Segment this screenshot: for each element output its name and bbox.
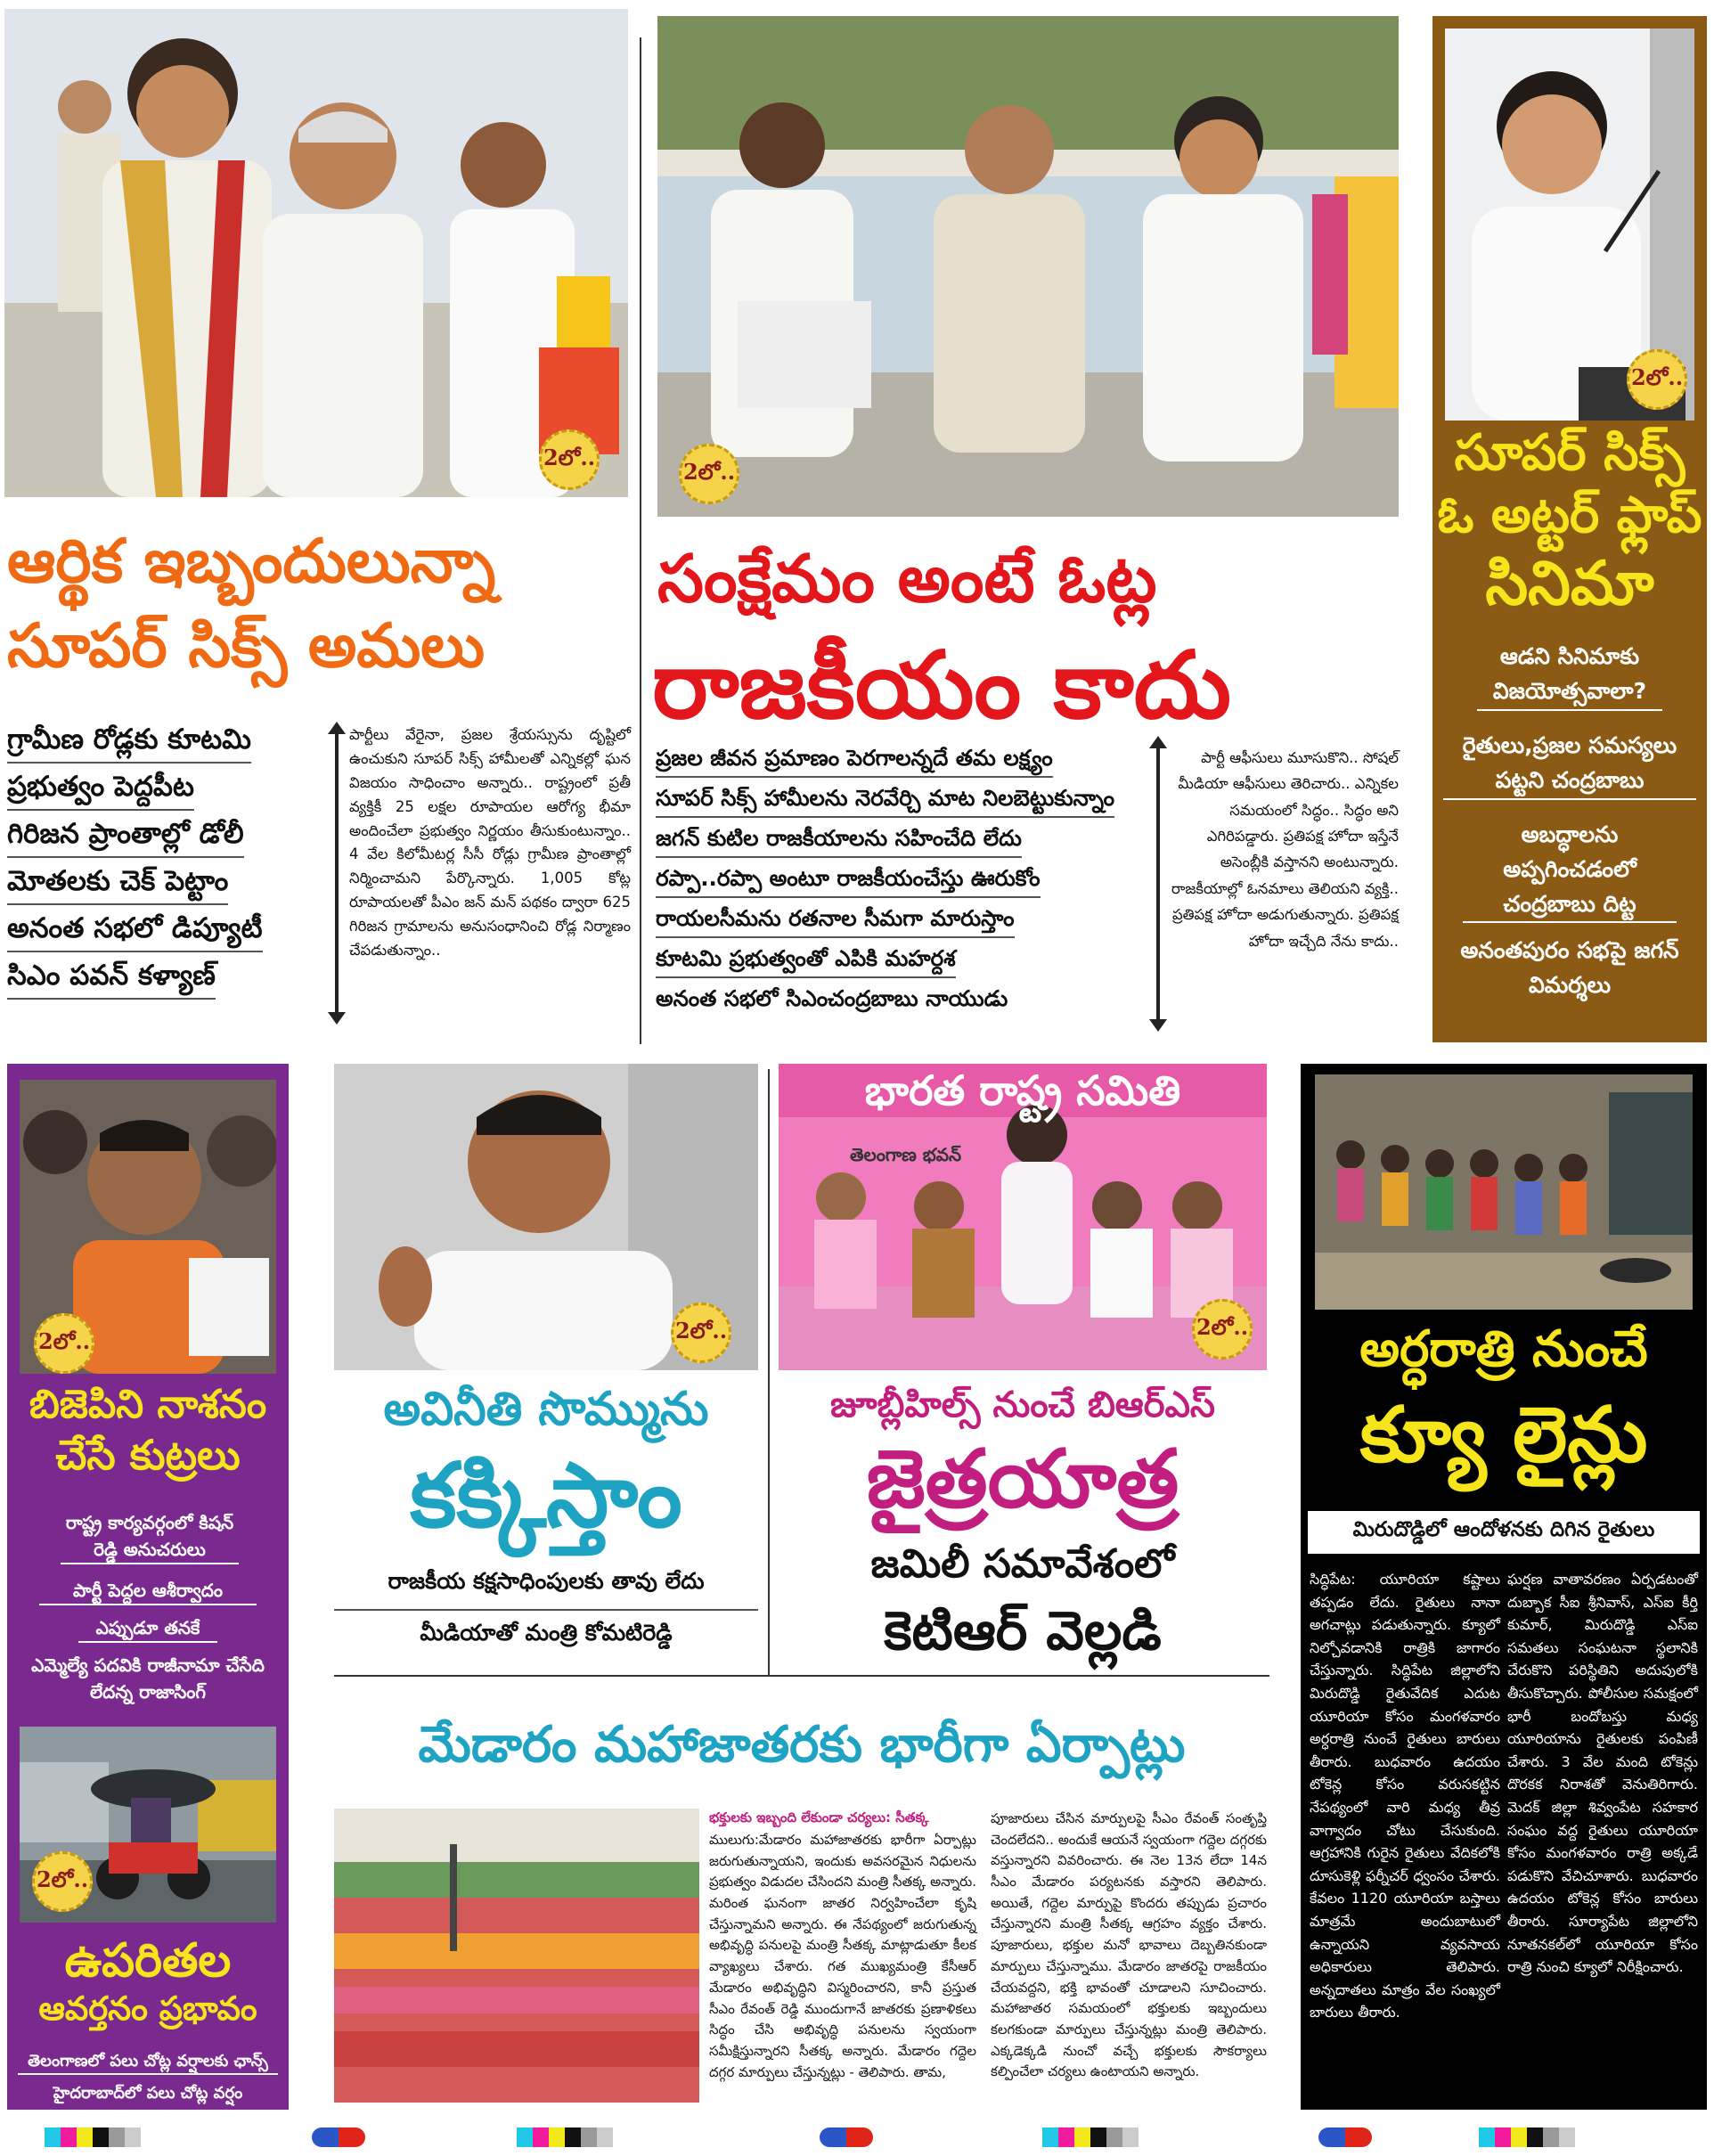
bullet-item: ప్రజల జీవన ప్రమాణం పెరగాలన్నదే తమ లక్ష్యం [656, 745, 1053, 778]
continued-badge: 2లో.. [1192, 1299, 1253, 1360]
ktr-stage-text: తెలంగాణ భవన్ [850, 1144, 962, 1165]
medaram-headline: మేడారం మహాజాతరకు భారీగా ఏర్పాట్లు [418, 1716, 1186, 1774]
bullet-item: సూపర్ సిక్స్ హామీలను నెరవేర్చి మాట నిలబెట్టుకున్నాం [656, 785, 1114, 818]
naidu-bullet-list [656, 745, 1155, 1024]
medaram-kicker: భక్తులకు ఇబ్బంది లేకుండా చర్యలు: సీతక్క [709, 1809, 929, 1825]
bullet-item: సిఎం పవన్ కళ్యాణ్ [7, 960, 216, 1000]
ktr-headline-line2: జైత్రయాత్ర [866, 1433, 1179, 1526]
rajasingh-subhead-4: ఎమ్మెల్యే పదవికి రాజీనామా చేసేది లేదన్న రాజాసింగ్ [31, 1654, 265, 1703]
medaram-body-right: పూజారులు చేసిన మార్పులపై సీఎం రేవంత్ సంతృప్తి చెందలేదని.. అందుకే ఆయనే స్వయంగా గద్దెల దగ్గరకు వస్తున్నారని వివరించారు. ఈ నెల 13న లేదా 14న సీఎం మేడారం పర్యటనకు వస్తారని తెలిపారు. అయితే, గద్దెల మార్పుపై కొందరు తప్పుడు ప్రచారం చేస్తున్నారని మంత్రి సీతక్క ఆగ్రహం వ్యక్తం చేశారు. పూజారులు, భక్తుల మనో భావాలు దెబ్బతినకుండా మార్పులు చేస్తున్నాము. మేడారం జాతరపై రాజకీయం చేయవద్దని, భక్తి భావంతో చూడాలని సూచించారు. మహాజాతర సమయంలో భక్తులకు ఇబ్బందులు కలగకుండా మార్పులు చేస్తున్నట్లు మంత్రి తెలిపారు. ఎక్కడెక్కడి నుంచో వచ్చే భక్తులకు సౌకర్యాలు కల్పించేలా చర్యలు ఉంటాయని అన్నారు. [991, 1810, 1267, 2080]
komati-headline-line2: కక్కిస్తాం [410, 1443, 682, 1548]
queue-body-left: సిద్ధిపేట: యూరియా కష్టాలు తప్పడం లేదు. రైతులు నానా అగచాట్లు పడుతున్నారు. క్యూలో నిల్చోవడానికి రాత్రికి జాగారం చేస్తున్నారు. సిద్ధిపేట జిల్లాలోని మిరుదొడ్డి రైతువేదిక ఎదుట యూరియా కోసం మంగళవారం అర్ధరాత్రి నుంచే రైతులు బారులు తీరారు. బుధవారం ఉదయం టోకెన్ల కోసం వరుసకట్టిన నేపథ్యంలో వారి మధ్య తీవ్ర వాగ్వాదం చోటు చేసుకుంది. ఆగ్రహానికి గురైన రైతులు వేదికలోకి దూసుకెళ్లి ఫర్నీచర్ ధ్వంసం చేశారు. కేవలం 1120 యూరియా బస్తాలు మాత్రమే అందుబాటులో ఉన్నాయని వ్యవసాయ అధికారులు తెలిపారు. అన్నదాతలు మాత్రం వేల సంఖ్యలో బారులు తీరారు. [1310, 1571, 1500, 2021]
print-color-bar [1479, 2127, 1575, 2147]
arrow-divider [335, 731, 339, 1016]
print-color-bar [45, 2127, 141, 2147]
bullet-item: రప్పా..రప్పా అంటూ రాజకీయంచేస్తు ఊరుకోం [656, 865, 1041, 898]
komati-headline-line1: అవినీతి సొమ్మును [383, 1383, 709, 1436]
jagan-subhead-2: రైతులు,ప్రజల సమస్యలు పట్టని చంద్రబాబు [1443, 729, 1696, 800]
continued-badge: 2లో.. [32, 1851, 93, 1912]
print-color-bar [820, 2127, 873, 2147]
queue-headline-line2: క్యూ లైన్లు [1359, 1391, 1648, 1480]
queue-sub-banner: మిరుదొడ్డిలో ఆందోళనకు దిగిన రైతులు [1308, 1511, 1700, 1554]
column-divider [768, 1069, 770, 1675]
rain-photo [20, 1727, 276, 1923]
jagan-panel [1432, 16, 1707, 1042]
bullet-item: అనంత సభలో డిప్యూటీ [7, 912, 263, 952]
bullet-item: ప్రభుత్వం పెద్దపీట [7, 771, 194, 811]
pawan-body-text: పార్టీలు వేరైనా, ప్రజల శ్రేయస్సును దృష్టిలో ఉంచుకుని సూపర్ సిక్స్ హామీలతో ఎన్నికల్లో ఘన విజయం సాధించాం అన్నారు.. రాష్ట్రంలో ప్రతీ వ్యక్తికీ 25 లక్షల రూపాయల ఆరోగ్య భీమా అందించేలా ప్రభుత్వం నిర్ణయం తీసుకుంటున్నాం.. 4 వేల కిలోమీటర్ల సీసీ రోడ్లు గ్రామీణ ప్రాంతాల్లో నిర్మించామని పేర్కొన్నారు. 1,005 కోట్ల రూపాయలతో పీఎం జన్ మన్ పథకం ద్వారా 625 గిరిజన గ్రామాలను అనుసంధానించి రోడ్ల నిర్మాణం చేపడుతున్నాం.. [349, 726, 631, 960]
jagan-headline-line3: సినిమా [1485, 549, 1654, 619]
continued-badge: 2లో.. [34, 1313, 94, 1374]
print-color-bar [517, 2127, 613, 2147]
rajasingh-panel [7, 1064, 289, 2110]
bullet-item: గిరిజన ప్రాంతాల్లో డోలీ [7, 818, 244, 858]
print-color-bar [1042, 2127, 1139, 2147]
ktr-subhead-1: జమిలీ సమావేశంలో [870, 1541, 1175, 1587]
bullet-item: గ్రామీణ రోడ్లకు కూటమి [7, 723, 251, 764]
rajasingh-headline-line2: చేసే కుట్రలు [55, 1431, 241, 1479]
pawan-headline-line1: ఆర్థిక ఇబ్బందులున్నా [7, 527, 496, 597]
rain-subhead-1: తెలంగాణలో పలు చోట్ల వర్షాలకు ఛాన్స్ [18, 2049, 278, 2075]
jagan-headline-line2: ఓ అట్టర్ ఫ్లాప్ [1437, 486, 1702, 544]
continued-badge: 2లో.. [679, 444, 739, 504]
arrow-divider [1156, 745, 1160, 1023]
print-color-bar [1318, 2127, 1372, 2147]
queue-headline-line1: అర్ధరాత్రి నుంచే [1359, 1320, 1648, 1378]
ktr-headline-line1: జూబ్లీహిల్స్ నుంచే బిఆర్ఎస్ [830, 1384, 1215, 1425]
bullet-item: రాయలసీమను రతనాల సీమగా మారుస్తాం [656, 905, 1015, 938]
queue-panel [1301, 1064, 1707, 2110]
rajasingh-subhead-2: పార్టీ పెద్దల ఆశీర్వాదం [39, 1577, 257, 1605]
medaram-body-left: ములుగు:మేడారం మహాజాతరకు భారీగా ఏర్పాట్లు జరుగుతున్నాయని, ఇందుకు అవసరమైన నిధులను ప్రభుత్వం విడుదల చేసిందని మంత్రి సీతక్క అన్నారు. మరింత ఘనంగా జాతర నిర్వహించేలా కృషి చేస్తున్నామని అన్నారు. ఈ నేపథ్యంలో జరుగుతున్న అభివృద్ధి పనులపై మంత్రి సీతక్క మాట్లాడుతూ కీలక వ్యాఖ్యలు చేశారు. గత ముఖ్యమంత్రి కేసీఆర్ మేడారం అభివృద్ధిని విస్మరించారని, కానీ ప్రస్తుత సీఎం రేవంత్ రెడ్డి ముందుగానే జాతరకు ప్రణాళికలు సిద్ధం చేసి అభివృద్ధి పనులను స్వయంగా సమీక్షిస్తున్నారని సీతక్క అన్నారు. మేడారం గద్దెల దగ్గర మార్పులు చేస్తున్నట్లు - తెలిపారు. తామ, [709, 1832, 976, 2080]
pawan-kalyan-photo [4, 9, 628, 497]
rajasingh-subhead-3: ఎప్పుడూ తనకే [78, 1614, 217, 1643]
queue-photo [1315, 1074, 1693, 1310]
naidu-body-text: పార్టీ ఆఫీసులు మూసుకొని.. సోషల్ మీడియా ఆఫీసులు తెరిచారు.. ఎన్నికల సమయంలో సిద్ధం.. సిద్ధం అని ఎగిరిపడ్డారు. ప్రతిపక్ష హోదా ఇస్తేనే అసెంబ్లీకి వస్తానని అంటున్నారు. రాజకీయాల్లో ఓనమాలు తెలియని వ్యక్తి.. ప్రతిపక్ష హోదా అడుగుతున్నారు. ప్రతిపక్ష హోదా ఇచ్చేది నేను కాదు.. [1171, 749, 1399, 950]
jagan-subhead-4: అనంతపురం సభపై జగన్ విమర్శలు [1460, 937, 1679, 998]
bullet-item: జగన్ కుటిల రాజకీయాలను సహించేది లేదు [656, 825, 1022, 858]
jagan-subhead-1: ఆడని సినిమాకు విజయోత్సవాలా? [1477, 640, 1662, 711]
rain-headline-line1: ఉపరితల [64, 1934, 232, 1988]
continued-badge: 2లో.. [539, 429, 600, 490]
komati-subhead-1: రాజకీయ కక్షసాధింపులకు తావు లేదు [334, 1568, 758, 1611]
bullet-item: మోతలకు చెక్ పెట్టాం [7, 865, 228, 905]
pawan-headline-line2: సూపర్ సిక్స్ అమలు [7, 611, 485, 682]
rajasingh-subhead-1: రాష్ట్ర కార్యవర్గంలో కిషన్ రెడ్డి అనుచరులు [61, 1509, 239, 1564]
jagan-subhead-3: అబద్ధాలను అప్పగించడంలో చంద్రబాబు దిట్ట [1463, 818, 1677, 923]
bullet-item: అనంత సభలో సిఎంచంద్రబాబు నాయుడు [656, 985, 1008, 1011]
ktr-subhead-2: కెటిఆర్ వెల్లడి [884, 1600, 1162, 1662]
rain-subhead-2: హైదరాబాద్‌లో పలు చోట్ల వర్షం [53, 2084, 243, 2103]
rain-headline-line2: ఆవర్తనం ప్రభావం [38, 1989, 257, 2028]
print-color-bar [312, 2127, 365, 2147]
rajasingh-headline-line1: బిజెపిని నాశనం [29, 1382, 267, 1427]
pawan-bullet-list [7, 723, 328, 1007]
naidu-headline-line2: రాజకీయం కాదు [652, 631, 1232, 739]
jagan-headline-line1: సూపర్ సిక్స్ [1454, 424, 1685, 482]
bullet-item: కూటమి ప్రభుత్వంతో ఎపికి మహర్దశ [656, 945, 956, 978]
medaram-crowd-photo [334, 1809, 699, 2103]
ktr-meeting-photo [779, 1064, 1267, 1370]
queue-body-right: ఘర్షణ వాతావరణం ఏర్పడటంతో దుబ్బాక సీఐ శ్రీనివాస్, ఎస్ఐ కీర్తి కుమార్, మిరుదొడ్డి ఎస్ఐ సమతలు సంఘటనా స్థలానికి చేరుకొని పరిస్థితిని అదుపులోకి తీసుకొచ్చారు. పోలీసుల సమక్షంలో భారీ బందోబస్తు మధ్య యూరియాను రైతులకు పంపిణీ చేశారు. 3 వేల మంది టోకెన్లు దొరకక నిరాశతో వెనుతిరిగారు. మెదక్ జిల్లా శివ్వంపేట సహకార సంఘం వద్ద రైతులు యూరియా కోసం మంగళవారం రాత్రి అక్కడే పడుకొని వేచిచూశారు. బుధవారం ఉదయం టోకెన్ల కోసం బారులు తీరారు. సూర్యాపేట జిల్లాలోని నూతనకల్‌లో యూరియా కోసం రాత్రి నుంచి క్యూలో నిరీక్షించారు. [1507, 1571, 1698, 1976]
naidu-stage-photo [657, 16, 1399, 517]
continued-badge: 2లో.. [671, 1303, 731, 1363]
medaram-rule [334, 1675, 1269, 1677]
ktr-banner-text: భారత రాష్ట్ర సమితి [864, 1066, 1181, 1115]
naidu-headline-line1: సంక్షేమం అంటే ఓట్ల [657, 541, 1157, 617]
komati-subhead-2: మీడియాతో మంత్రి కోమటిరెడ్డి [420, 1620, 673, 1646]
jagan-photo [1445, 29, 1694, 421]
komatireddy-photo [334, 1064, 758, 1370]
rajasingh-photo [20, 1080, 276, 1374]
continued-badge: 2లో.. [1627, 349, 1687, 410]
column-divider [640, 37, 641, 1044]
